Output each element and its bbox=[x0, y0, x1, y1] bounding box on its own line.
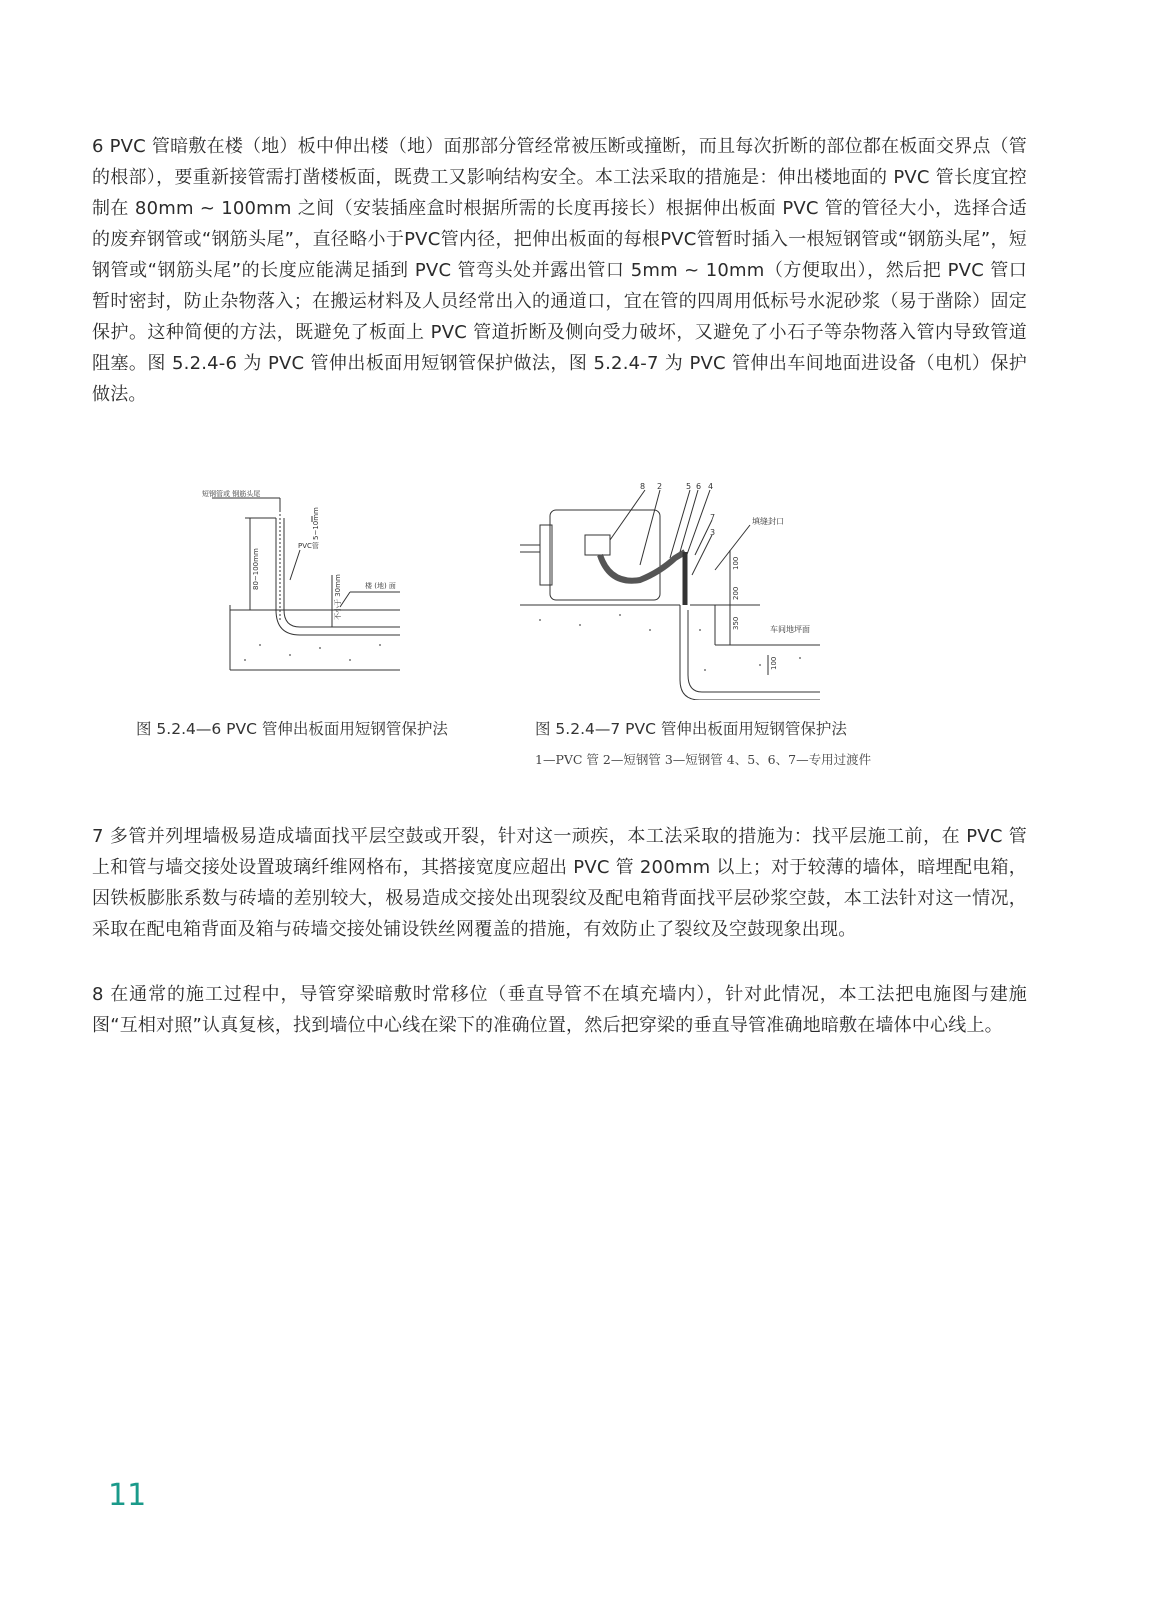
fig1-label-gap: 5~10mm bbox=[312, 507, 320, 540]
fig2-dim-100: 100 bbox=[732, 556, 740, 570]
fig1-label-steel: 短钢管或 钢筋头尾 bbox=[202, 490, 261, 498]
figure-2-legend: 1—PVC 管 2—短钢管 3—短钢管 4、5、6、7—专用过渡件 bbox=[535, 752, 872, 767]
fig2-num-6: 6 bbox=[696, 482, 702, 491]
fig1-label-height: 80~100mm bbox=[252, 548, 260, 590]
fig2-num-2: 2 bbox=[657, 482, 663, 491]
fig2-num-3: 3 bbox=[710, 528, 716, 537]
figure-1-caption: 图 5.2.4—6 PVC 管伸出板面用短钢管保护法 bbox=[136, 720, 448, 738]
fig1-label-floor: 楼 (地) 面 bbox=[365, 582, 396, 590]
figure-motor-protection bbox=[520, 480, 845, 700]
fig2-num-8: 8 bbox=[640, 482, 646, 491]
fig2-num-5: 5 bbox=[686, 482, 692, 491]
fig1-label-pvc: PVC管 bbox=[298, 542, 319, 550]
paragraph-7: 7 多管并列埋墙极易造成墙面找平层空鼓或开裂，针对这一顽疾，本工法采取的措施为：找平层施工前，在 PVC 管上和管与墙交接处设置玻璃纤维网格布，其搭接宽度应超出 PVC 管 200mm 以上；对于较薄的墙体，暗埋配电箱，因铁板膨胀系数与砖墙的差别较大，极易造成交接处出现裂纹及配电箱背面找平层砂浆空鼓，本工法针对这一情况，采取在配电箱背面及箱与砖墙交接处铺设铁丝网覆盖的措施，有效防止了裂纹及空鼓现象出现。 bbox=[92, 826, 1027, 940]
fig2-dim-200: 200 bbox=[732, 586, 740, 600]
fig1-label-depth: 不小于 30mm bbox=[334, 574, 342, 620]
figure-pvc-short-steel bbox=[200, 480, 420, 685]
page-number: 11 bbox=[108, 1478, 147, 1513]
fig2-num-4: 4 bbox=[708, 482, 714, 491]
figure-2-caption: 图 5.2.4—7 PVC 管伸出板面用短钢管保护法 bbox=[535, 720, 847, 738]
fig2-label-seal: 填缝封口 bbox=[752, 517, 784, 526]
fig2-num-7: 7 bbox=[710, 513, 716, 522]
fig2-dim-100b: 100 bbox=[770, 656, 778, 670]
fig2-label-ground: 车间地坪面 bbox=[770, 625, 810, 634]
paragraph-8: 8 在通常的施工过程中，导管穿梁暗敷时常移位（垂直导管不在填充墙内），针对此情况，本工法把电施图与建施图“互相对照”认真复核，找到墙位中心线在梁下的准确位置，然后把穿梁的垂直导管准确地暗敷在墙体中心线上。 bbox=[92, 984, 1027, 1036]
fig2-dim-350: 350 bbox=[732, 616, 740, 630]
paragraph-6: 6 PVC 管暗敷在楼（地）板中伸出楼（地）面那部分管经常被压断或撞断，而且每次折断的部位都在板面交界点（管的根部），要重新接管需打凿楼板面，既费工又影响结构安全。本工法采取的措施是：伸出楼地面的 PVC 管长度宜控制在 80mm ~ 100mm 之间（安装插座盒时根据所需的长度再接长）根据伸出板面 PVC 管的管径大小，选择合适的废弃钢管或“钢筋头尾”，直径略小于PVC管内径，把伸出板面的每根PVC管暂时插入一根短钢管或“钢筋头尾”，短钢管或“钢筋头尾”的长度应能满足插到 PVC 管弯头处并露出管口 5mm ~ 10mm（方便取出），然后把 PVC 管口暂时密封，防止杂物落入；在搬运材料及人员经常出入的通道口，宜在管的四周用低标号水泥砂浆（易于凿除）固定保护。这种简便的方法，既避免了板面上 PVC 管道折断及侧向受力破坏，又避免了小石子等杂物落入管内导致管道阻塞。图 5.2.4-6 为 PVC 管伸出板面用短钢管保护做法，图 5.2.4-7 为 PVC 管伸出车间地面进设备（电机）保护做法。 bbox=[92, 136, 1027, 405]
